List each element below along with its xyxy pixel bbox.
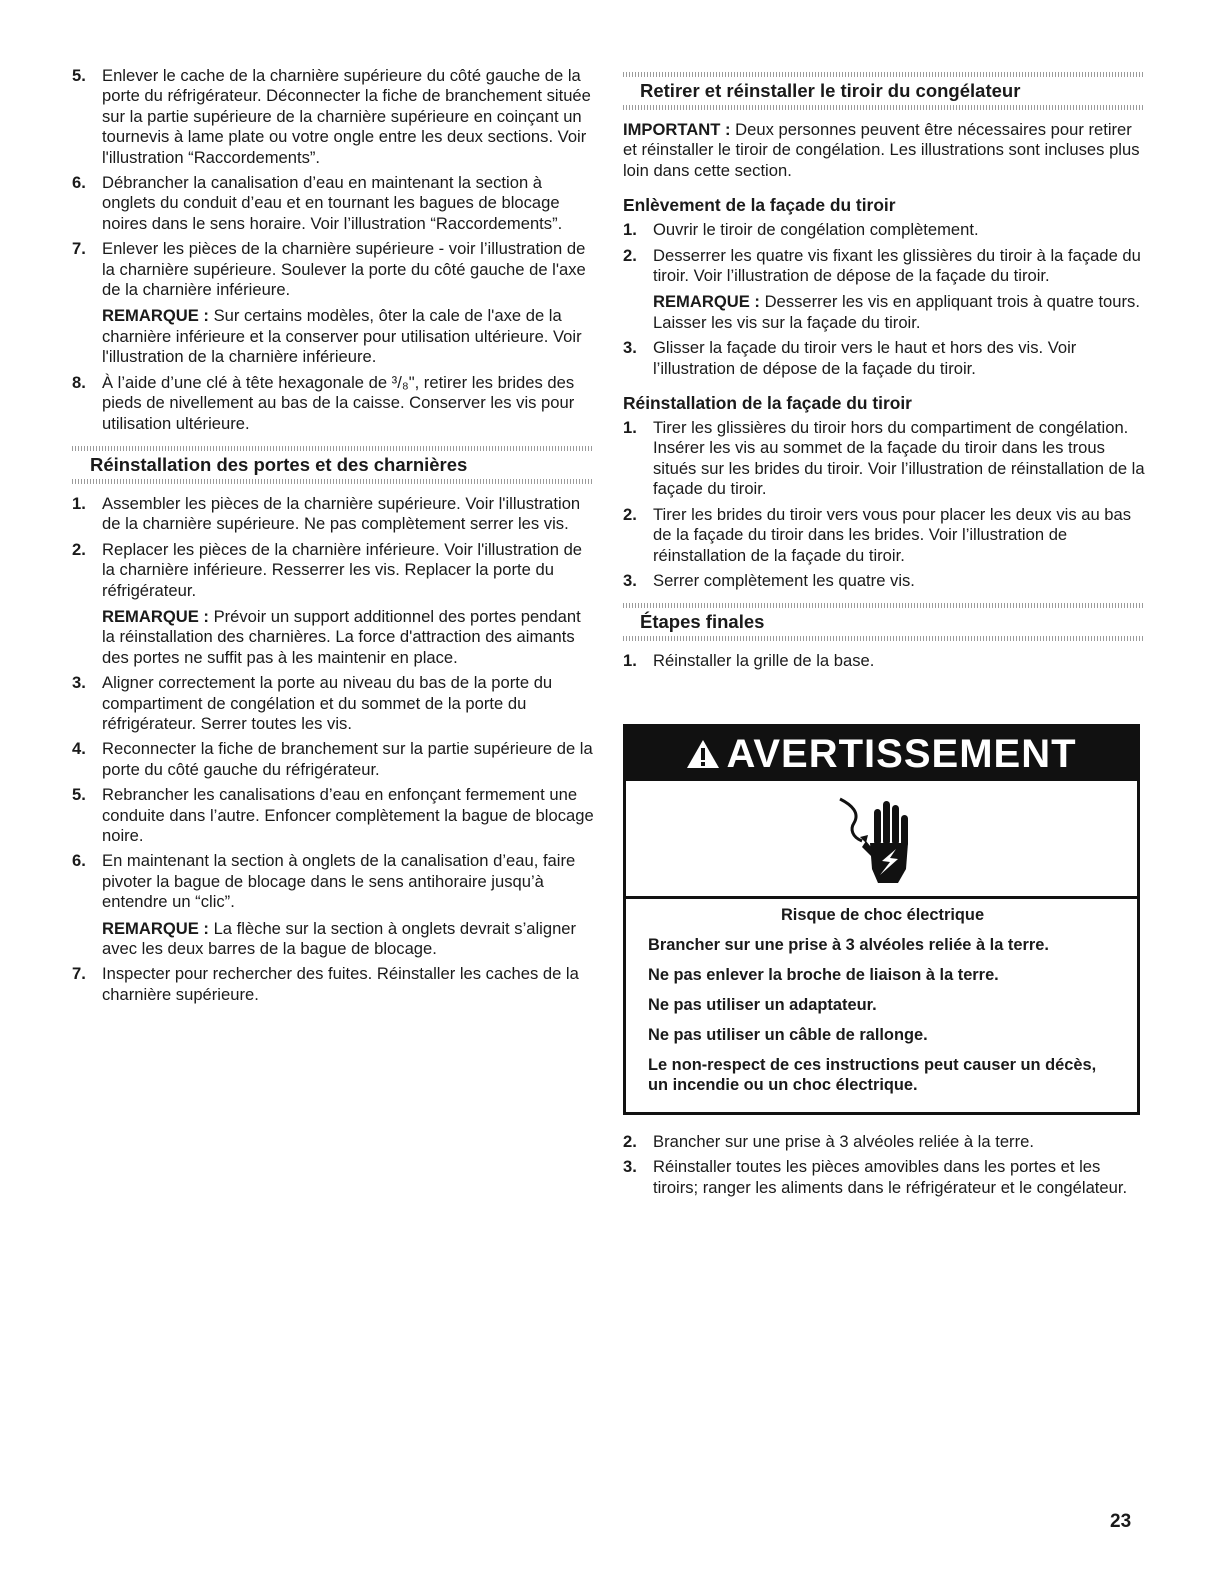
remove-front-steps	[623, 220, 1145, 379]
warning-banner	[626, 727, 1137, 781]
divider	[623, 105, 1145, 110]
warning-line: Ne pas enlever la broche de liaison à la terre.	[648, 966, 999, 984]
list-item: 3. Serrer complètement les quatre vis.	[623, 570, 915, 590]
step-text: Réinstaller la grille de la base.	[653, 651, 875, 671]
warning-icon-row	[626, 781, 1137, 899]
list-item: 3. Aligner correctement la porte au niveau du bas de la porte du compartiment de congélation et du sommet de la porte du réfrigérateur. Serrer toutes les vis.	[72, 673, 553, 733]
page-number: 23	[1110, 1511, 1132, 1532]
heading-remove-front: Enlèvement de la façade du tiroir	[623, 195, 896, 216]
reinstall-steps	[72, 494, 594, 1005]
step-note: REMARQUE : Prévoir un support additionnel des portes pendant la réinstallation des charnières. La force d'attraction des aimants des portes ne suffit pas à les maintenir en place.	[102, 606, 581, 667]
step-text: Ouvrir le tiroir de congélation complètement.	[653, 220, 979, 240]
warning-risk-title: Risque de choc électrique	[780, 906, 985, 924]
divider	[623, 636, 1145, 641]
step-note: REMARQUE : La flèche sur la section à onglets devrait s’aligner avec les deux barres de la bague de blocage.	[102, 918, 577, 959]
section-heading	[72, 446, 594, 484]
step-text: À l’aide d’une clé à tête hexagonale de ³/₈", retirer les brides des pieds de nivellement au bas de la caisse. Conserver les vis pour utilisation ultérieure.	[102, 372, 575, 433]
list-item: 8. À l’aide d’une clé à tête hexagonale de ³/₈", retirer les brides des pieds de nivellement au bas de la caisse. Conserver les vis pour utilisation ultérieure.	[72, 372, 575, 433]
list-item: 2. Brancher sur une prise à 3 alvéoles reliée à la terre.	[623, 1132, 1034, 1151]
left-column	[72, 66, 594, 1010]
door-removal-steps	[72, 66, 594, 434]
step-text: En maintenant la section à onglets de la canalisation d’eau, faire pivoter la bague de blocage dans le sens antihoraire jusqu’à entendre un “clic”.	[102, 851, 576, 912]
step-text: Enlever les pièces de la charnière supérieure - voir l’illustration de la charnière supérieure. Soulever la porte du côté gauche de l'axe de la charnière inférieure.	[102, 239, 586, 300]
list-item: 3. Glisser la façade du tiroir vers le haut et hors des vis. Voir l’illustration de dépose de la façade du tiroir.	[623, 338, 1077, 378]
step-text: Rebrancher les canalisations d’eau en enfonçant fermement une conduite dans l’autre. Enfoncer complètement la bague de blocage noire.	[102, 785, 594, 845]
step-text: Débrancher la canalisation d’eau en maintenant la section à onglets du conduit d’eau et en tournant les bagues de blocage noires dans le sens horaire. Voir l’illustration “Raccordements”.	[102, 173, 563, 233]
list-item: 1. Réinstaller la grille de la base.	[623, 651, 875, 671]
final-steps	[623, 651, 1145, 671]
final-steps-continued	[623, 1132, 1145, 1203]
heading-reinstall-doors: Réinstallation des portes et des charnières	[90, 453, 468, 475]
step-text: Enlever le cache de la charnière supérieure du côté gauche de la porte du réfrigérateur. Déconnecter la fiche de branchement située sur la partie supérieure de la charnière supérieure en coinçant un tournevis à lame plate ou votre ongle entre les deux sections. Voir l'illustration “Raccordements”.	[102, 66, 591, 167]
reinstall-front-steps	[623, 418, 1145, 591]
warning-title: AVERTISSEMENT	[726, 732, 1077, 776]
heading-reinstall-front: Réinstallation de la façade du tiroir	[623, 393, 912, 414]
step-note: REMARQUE : Desserrer les vis en appliquant trois à quatre tours. Laisser les vis sur la façade du tiroir.	[653, 292, 1140, 332]
section-heading	[623, 72, 1145, 110]
section-heading	[623, 603, 1145, 641]
step-text: Desserrer les quatre vis fixant les glissières du tiroir à la façade du tiroir. Voir l’illustration de dépose de la façade du tiroir.	[653, 245, 1141, 286]
heading-freezer-drawer: Retirer et réinstaller le tiroir du congélateur	[640, 80, 1021, 101]
step-text: Inspecter pour rechercher des fuites. Réinstaller les caches de la charnière supérieure.	[102, 964, 579, 1004]
step-text: Brancher sur une prise à 3 alvéoles reliée à la terre.	[653, 1132, 1034, 1151]
list-item: 4. Reconnecter la fiche de branchement sur la partie supérieure de la porte du côté gauche du réfrigérateur.	[72, 739, 593, 779]
warning-text	[626, 899, 1137, 1095]
list-item: 5. Enlever le cache de la charnière supérieure du côté gauche de la porte du réfrigérateur. Déconnecter la fiche de branchement située sur la partie supérieure de la charnière supérieure en coinçant un tournevis à lame plate ou votre ongle entre les deux sections. Voir l'illustration “Raccordements”.	[72, 66, 591, 167]
step-text: Tirer les brides du tiroir vers vous pour placer les deux vis au bas de la façade du tiroir dans les brides. Voir l’illustration de réinstallation de la façade du tiroir.	[653, 504, 1132, 565]
warning-line: Ne pas utiliser un câble de rallonge.	[648, 1026, 928, 1044]
warning-line: Le non-respect de ces instructions peut causer un décès, un incendie ou un choc électrique.	[648, 1056, 1097, 1094]
electric-shock-hand-icon	[838, 795, 918, 887]
step-text: Reconnecter la fiche de branchement sur la partie supérieure de la porte du côté gauche du réfrigérateur.	[102, 739, 593, 779]
step-text: Réinstaller toutes les pièces amovibles dans les portes et les tiroirs; ranger les aliments dans le réfrigérateur et le congélateur.	[653, 1157, 1128, 1197]
list-item: 2. Replacer les pièces de la charnière inférieure. Voir l'illustration de la charnière inférieure. Resserrer les vis. Replacer la porte du réfrigérateur. REMARQUE : Prévoir un support additionnel des portes pendant la réinstallation des charnières. La force d'attraction des aimants des portes ne suffit pas à les maintenir en place.	[72, 540, 594, 668]
warning-triangle-icon	[686, 729, 720, 783]
list-item: 1. Ouvrir le tiroir de congélation complètement.	[623, 220, 979, 240]
step-text: Serrer complètement les quatre vis.	[653, 570, 915, 590]
list-item: 1. Assembler les pièces de la charnière supérieure. Voir l'illustration de la charnière supérieure. Ne pas complètement serrer les vis.	[72, 493, 581, 534]
list-item: 1. Tirer les glissières du tiroir hors du compartiment de congélation. Insérer les vis au sommet de la façade du tiroir dans les trous situés sur les brides du tiroir. Voir l’illustration de réinstallation de la façade du tiroir.	[623, 418, 1145, 499]
step-text: Replacer les pièces de la charnière inférieure. Voir l'illustration de la charnière inférieure. Resserrer les vis. Replacer la porte du réfrigérateur.	[102, 539, 583, 600]
step-text: Assembler les pièces de la charnière supérieure. Voir l'illustration de la charnière supérieure. Ne pas complètement serrer les vis.	[102, 493, 581, 534]
important-note: IMPORTANT : Deux personnes peuvent être nécessaires pour retirer et réinstaller le tiroir de congélation. Les illustrations sont incluses plus loin dans cette section.	[623, 120, 1140, 180]
warning-line: Brancher sur une prise à 3 alvéoles reliée à la terre.	[648, 936, 1049, 954]
heading-final-steps: Étapes finales	[640, 611, 765, 633]
warning-line: Ne pas utiliser un adaptateur.	[648, 996, 877, 1014]
list-item: 6. En maintenant la section à onglets de la canalisation d’eau, faire pivoter la bague de blocage dans le sens antihoraire jusqu’à entendre un “clic”. REMARQUE : La flèche sur la section à onglets devrait s’aligner avec les deux barres de la bague de blocage.	[72, 851, 594, 959]
list-item: 7. Inspecter pour rechercher des fuites. Réinstaller les caches de la charnière supérieure.	[72, 964, 579, 1004]
list-item: 6. Débrancher la canalisation d’eau en maintenant la section à onglets du conduit d’eau et en tournant les bagues de blocage noires dans le sens horaire. Voir l’illustration “Raccordements”.	[72, 173, 563, 233]
right-column	[623, 72, 1145, 677]
list-item: 3. Réinstaller toutes les pièces amovibles dans les portes et les tiroirs; ranger les aliments dans le réfrigérateur et le congélateur.	[623, 1157, 1128, 1197]
step-text: Glisser la façade du tiroir vers le haut et hors des vis. Voir l’illustration de dépose de la façade du tiroir.	[653, 338, 1077, 378]
step-text: Tirer les glissières du tiroir hors du compartiment de congélation. Insérer les vis au sommet de la façade du tiroir dans les trous situés sur les brides du tiroir. Voir l’illustration de réinstallation de la façade du tiroir.	[653, 418, 1145, 499]
step-text: Aligner correctement la porte au niveau du bas de la porte du compartiment de congélation et du sommet de la porte du réfrigérateur. Serrer toutes les vis.	[102, 673, 553, 733]
list-item: 2. Tirer les brides du tiroir vers vous pour placer les deux vis au bas de la façade du tiroir dans les brides. Voir l’illustration de réinstallation de la façade du tiroir.	[623, 504, 1132, 565]
warning-box	[623, 724, 1140, 1115]
list-item: 5. Rebrancher les canalisations d’eau en enfonçant fermement une conduite dans l’autre. Enfoncer complètement la bague de blocage noire.	[72, 785, 594, 845]
step-note: REMARQUE : Sur certains modèles, ôter la cale de l'axe de la charnière inférieure et la conserver pour utilisation ultérieure. Voir l'illustration de la charnière inférieure.	[102, 306, 582, 367]
divider	[72, 479, 594, 484]
list-item: 7. Enlever les pièces de la charnière supérieure - voir l’illustration de la charnière supérieure. Soulever la porte du côté gauche de l'axe de la charnière inférieure. REMARQUE : Sur certains modèles, ôter la cale de l'axe de la charnière inférieure et la conserver pour utilisation ultérieure. Voir l'illustration de la charnière inférieure.	[72, 239, 594, 367]
list-item: 2. Desserrer les quatre vis fixant les glissières du tiroir à la façade du tiroir. Voir l’illustration de dépose de la façade du tiroir. REMARQUE : Desserrer les vis en appliquant trois à quatre tours. Laisser les vis sur la façade du tiroir.	[623, 246, 1145, 334]
